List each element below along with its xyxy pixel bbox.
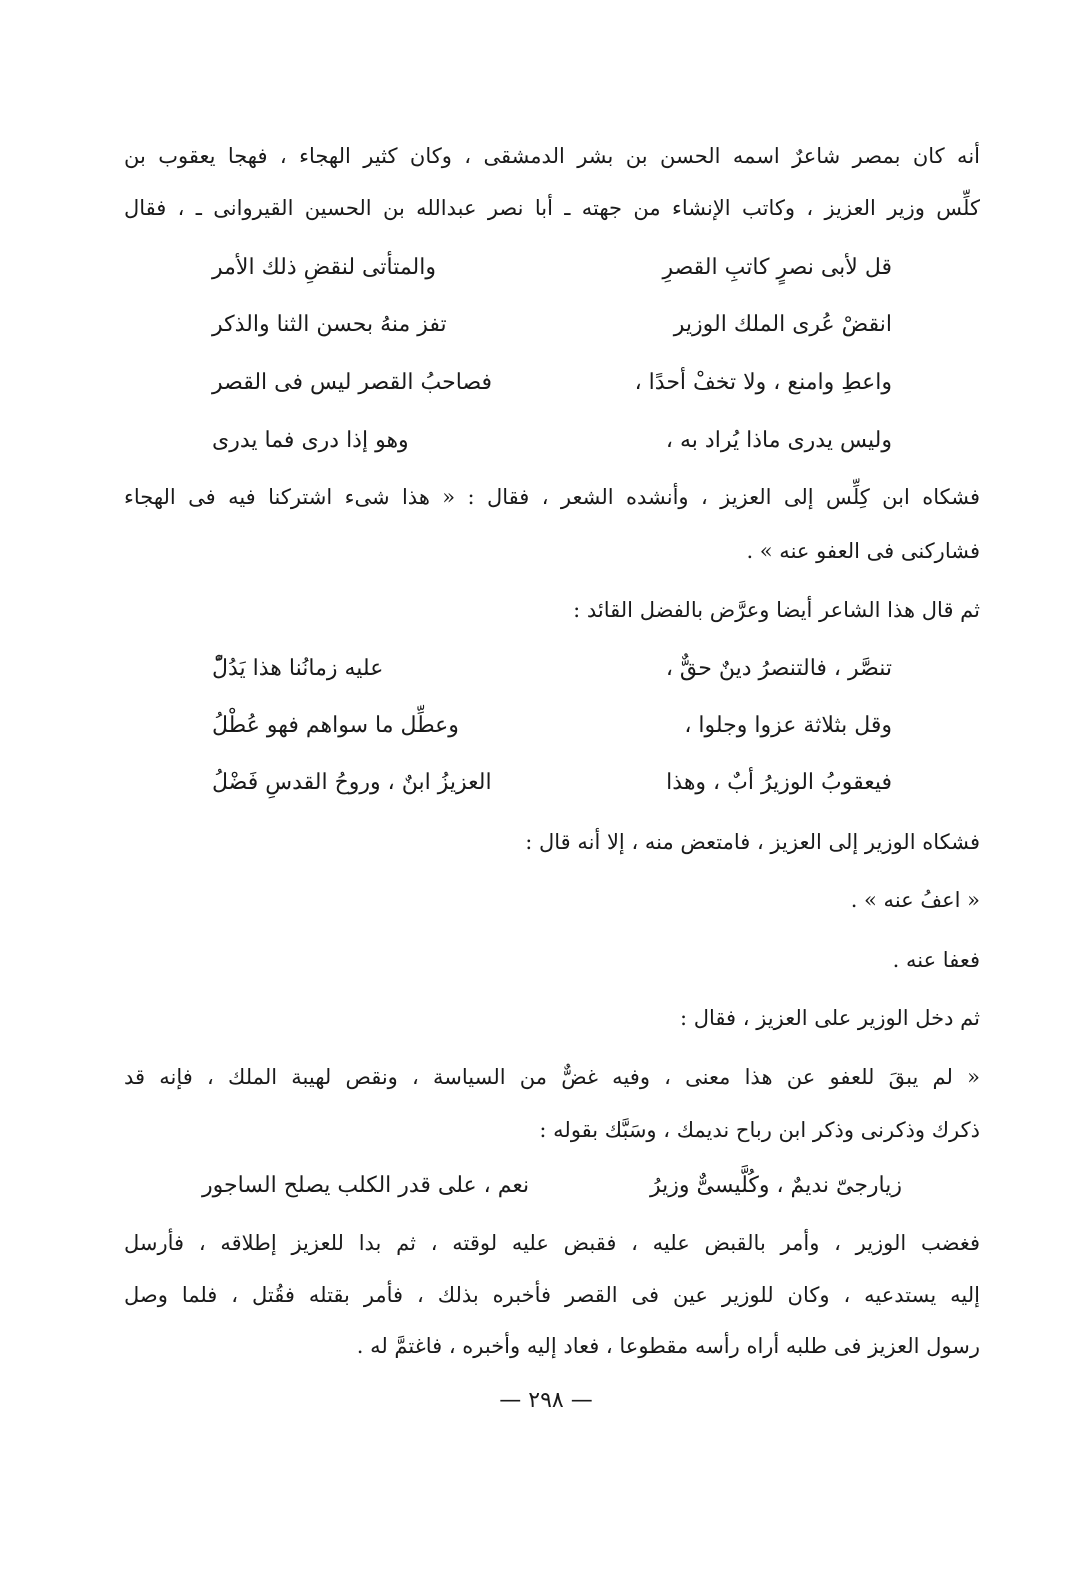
paragraph-line: فشاركنى فى العفو عنه » .: [746, 539, 980, 563]
paragraph-line: كلِّس وزير العزيز ، وكاتب الإنشاء من جهته ـ أبا نصر عبدالله بن الحسين القيروانى ـ ، فقال: [124, 196, 980, 220]
paragraph-line: فشكاه ابن كِلِّس إلى العزيز ، وأنشده الشعر ، فقال : « هذا شىء اشتركنا فيه فى الهجاء: [124, 485, 980, 509]
verse-line: [212, 768, 892, 798]
verse-line: [212, 368, 892, 398]
paragraph-line: إليه يستدعيه ، وكان للوزير عين فى القصر فأخبره بذلك ، فأمر بقتله فقُتل ، فلما وصل: [124, 1283, 980, 1307]
verse-line: [212, 711, 892, 741]
verse-second-hemistich: عليه زمانُنا هذا يَدُلّْ: [212, 656, 384, 681]
verse-first-hemistich: تنصَّر ، فالتنصرُ دينٌ حقٌّ ،: [665, 656, 892, 681]
verse-second-hemistich: تفز منهُ بحسن الثنا والذكر: [212, 312, 447, 337]
verse-first-hemistich: فيعقوبُ الوزيرُ أبٌ ، وهذا: [666, 770, 892, 795]
verse-second-hemistich: العزيزُ ابنٌ ، وروحُ القدسِ فَضْلُ: [212, 770, 492, 795]
verse-line: [202, 1171, 902, 1201]
paragraph-line: ثم قال هذا الشاعر أيضا وعرَّض بالفضل القائد :: [573, 598, 980, 622]
verse-second-hemistich: فصاحبُ القصر ليس فى القصر: [212, 370, 493, 395]
paragraph-line: « لم يبقَ للعفو عن هذا معنى ، وفيه غضٌّ من السياسة ، ونقص لهيبة الملك ، فإنه قد: [124, 1065, 980, 1089]
paragraph-line: ثم دخل الوزير على العزيز ، فقال :: [680, 1006, 980, 1030]
verse-first-hemistich: انقضْ عُرى الملك الوزير: [673, 312, 892, 337]
verse-line: [212, 310, 892, 340]
page-number: — ٢٩٨ —: [499, 1388, 593, 1413]
paragraph-line: رسول العزيز فى طلبه أراه رأسه مقطوعا ، فعاد إليه وأخبره ، فاغتمَّ له .: [356, 1334, 980, 1358]
verse-first-hemistich: زيارجىّ نديمٌ ، وكُلَّيسىٌّ وزيرُ: [649, 1173, 902, 1198]
paragraph-line: فشكاه الوزير إلى العزيز ، فامتعض منه ، إلا أنه قال :: [525, 830, 980, 854]
paragraph-line: فعفا عنه .: [892, 948, 980, 972]
paragraph-line: ذكرك وذكرنى وذكر ابن رباح نديمك ، وسَبَّك بقوله :: [539, 1118, 980, 1142]
verse-second-hemistich: وهو إذا درى فما يدرى: [212, 428, 409, 453]
verse-line: [212, 426, 892, 456]
verse-second-hemistich: وعطِّل ما سواهم فهو عُطْلُ: [212, 713, 459, 738]
verse-first-hemistich: وليس يدرى ماذا يُراد به ،: [665, 428, 892, 453]
paragraph-line: أنه كان بمصر شاعرٌ اسمه الحسن بن بشر الدمشقى ، وكان كثير الهجاء ، فهجا يعقوب بن: [124, 144, 980, 168]
verse-second-hemistich: والمتأتى لنقضِ ذلك الأمر: [212, 255, 436, 280]
paragraph-line: فغضب الوزير ، وأمر بالقبض عليه ، فقبض عليه لوقته ، ثم بدا للعزيز إطلاقه ، فأرسل: [124, 1231, 980, 1255]
verse-second-hemistich: نعم ، على قدر الكلب يصلح الساجور: [202, 1173, 530, 1198]
verse-line: [212, 253, 892, 283]
paragraph-line: « اعفُ عنه » .: [850, 888, 980, 912]
verse-first-hemistich: قل لأبى نصرٍ كاتبِ القصرِ: [662, 255, 892, 280]
verse-line: [212, 654, 892, 684]
verse-first-hemistich: واعطِ وامنع ، ولا تخفْ أحدًا ،: [634, 370, 892, 395]
verse-first-hemistich: وقل بثلاثة عزوا وجلوا ،: [684, 713, 892, 738]
